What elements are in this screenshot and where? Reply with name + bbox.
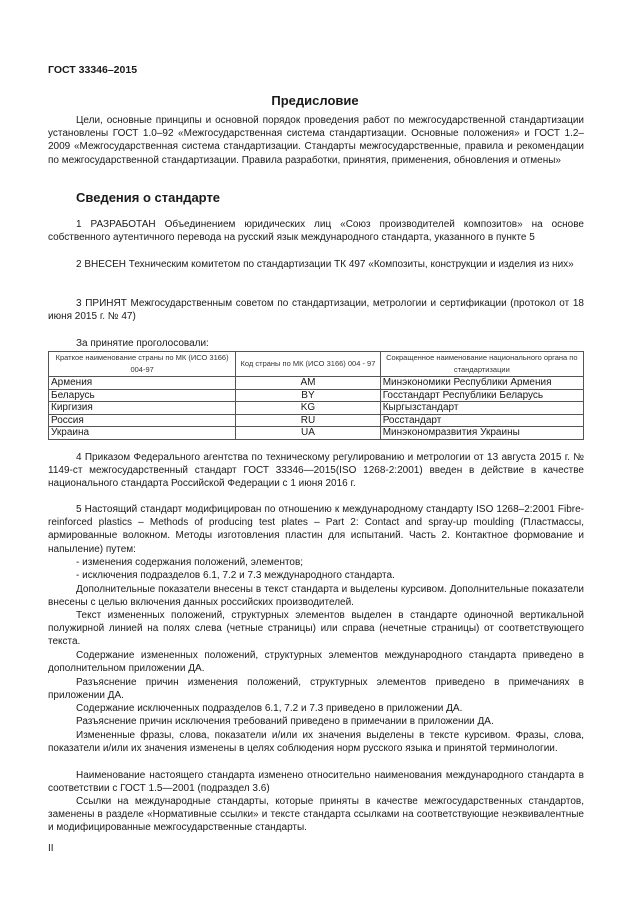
para-references: Ссылки на международные стандарты, которые приняты в качестве межгосударственных стандартов, заменены в разделе «Нормативные ссылки» и тексте стандарта ссылками на соответствующие неэквивалентные и модифицированные межгосударственные стандарты.: [48, 796, 584, 834]
info-item-3: 3 ПРИНЯТ Межгосударственным советом по стандартизации, метрологии и сертификации (протокол от 18 июня 2015 г. № 47): [48, 298, 584, 323]
para-excluded-content: Содержание исключенных подразделов 6.1, 7.2 и 7.3 приведено в приложении ДА.: [76, 703, 463, 714]
para-content-changed: Содержание измененных положений, структурных элементов международного стандарта приведено в дополнительном приложении ДА.: [48, 650, 584, 675]
para-additional-indicators: Дополнительные показатели внесены в текст стандарта и выделены курсивом. Дополнительные показатели внесены с целью включения данных российских производителей.: [48, 584, 584, 609]
info-item-4: 4 Приказом Федерального агентства по техническому регулированию и метрологии от 13 августа 2015 г. № 1149-ст межгосударственный стандарт ГОСТ 33346—2015(ISO 1268-2:2001) введен в действие в качестве национального стандарта Российской Федерации с 1 июня 2016 г.: [48, 452, 584, 490]
table-row: [49, 389, 584, 402]
table-header-body: Сокращенное наименование национального органа по стандартизации: [380, 352, 583, 377]
code-cell: BY: [236, 389, 380, 402]
info-item-1: 1 РАЗРАБОТАН Объединением юридических лиц «Союз производителей композитов» на основе собственного аутентичного перевода на русский язык международного стандарта, указанного в пункте 5: [48, 219, 584, 244]
body-cell: Минэкономразвития Украины: [380, 427, 583, 440]
table-row: [49, 377, 584, 390]
code-cell: RU: [236, 414, 380, 427]
country-cell: Россия: [49, 414, 236, 427]
code-cell: UA: [236, 427, 380, 440]
foreword-title: Предисловие: [271, 93, 359, 108]
body-cell: Госстандарт Республики Беларусь: [380, 389, 583, 402]
country-cell: Киргизия: [49, 402, 236, 415]
states-table: [48, 351, 584, 440]
para-modified-phrases: Измененные фразы, слова, показатели и/или их значения выделены в тексте курсивом. Фразы, слова, показатели и/или их значения изменены в целях соблюдения норм русского языка и принятой терминологии.: [48, 730, 584, 755]
info-item-2: 2 ВНЕСЕН Техническим комитетом по стандартизации ТК 497 «Композиты, конструкции и изделия из них»: [76, 259, 574, 270]
info-section-title: Сведения о стандарте: [76, 190, 221, 205]
info-item-5: 5 Настоящий стандарт модифицирован по отношению к международному стандарту ISO 1268–2:2001 Fibre-reinforced plastics – Methods of producing test plates – Part 2: Contact and spray-up moulding (Пластмассы, армированные волокном. Методы изготовления пластин для испытаний. Часть 2. Контактное формование и напыление) путем:: [48, 504, 584, 555]
code-cell: AM: [236, 377, 380, 390]
para-changed-text: Текст измененных положений, структурных элементов выделен в стандарте одиночной вертикальной полужирной линией на полях слева (четные страницы) или справа (нечетные страницы) от соответствующего текста.: [48, 610, 584, 648]
vote-caption: За принятие проголосовали:: [76, 338, 209, 349]
country-cell: Армения: [49, 377, 236, 390]
foreword-text: Цели, основные принципы и основной порядок проведения работ по межгосударственной стандартизации установлены ГОСТ 1.0–92 «Межгосударственная система стандартизации. Основные положения» и ГОСТ 1.2–2009 «Межгосударственная система стандартизации. Стандарты межгосударственные, правила и рекомендации по межгосударственной стандартизации. Правила разработки, принятия, применения, обновления и отмены»: [48, 115, 584, 166]
para-title-change: Наименование настоящего стандарта изменено относительно наименования международного стандарта в соответствии с ГОСТ 1.5—2001 (подраздел 3.6): [48, 770, 584, 795]
para-change-reasons: Разъяснение причин изменения положений, структурных элементов приведено в примечаниях в приложении ДА.: [48, 677, 584, 702]
doc-header-code: ГОСТ 33346–2015: [48, 64, 138, 76]
code-cell: KG: [236, 402, 380, 415]
table-header-code: Код страны по МК (ИСО 3166) 004 - 97: [236, 352, 380, 377]
bullet-1: - изменения содержания положений, элементов;: [76, 557, 304, 568]
table-row: [49, 414, 584, 427]
country-cell: Беларусь: [49, 389, 236, 402]
para-exclusion-reasons: Разъяснение причин исключения требований приведено в примечании в приложении ДА.: [76, 716, 494, 727]
body-cell: Кыргызстандарт: [380, 402, 583, 415]
country-cell: Украина: [49, 427, 236, 440]
table-header-row: [49, 352, 584, 377]
body-cell: Росстандарт: [380, 414, 583, 427]
table-row: [49, 427, 584, 440]
bullet-2: - исключения подразделов 6.1, 7.2 и 7.3 международного стандарта.: [76, 570, 395, 581]
table-row: [49, 402, 584, 415]
table-header-country: Краткое наименование страны по МК (ИСО 3166) 004-97: [49, 352, 236, 377]
page-number: II: [48, 843, 54, 854]
body-cell: Минэкономики Республики Армения: [380, 377, 583, 390]
